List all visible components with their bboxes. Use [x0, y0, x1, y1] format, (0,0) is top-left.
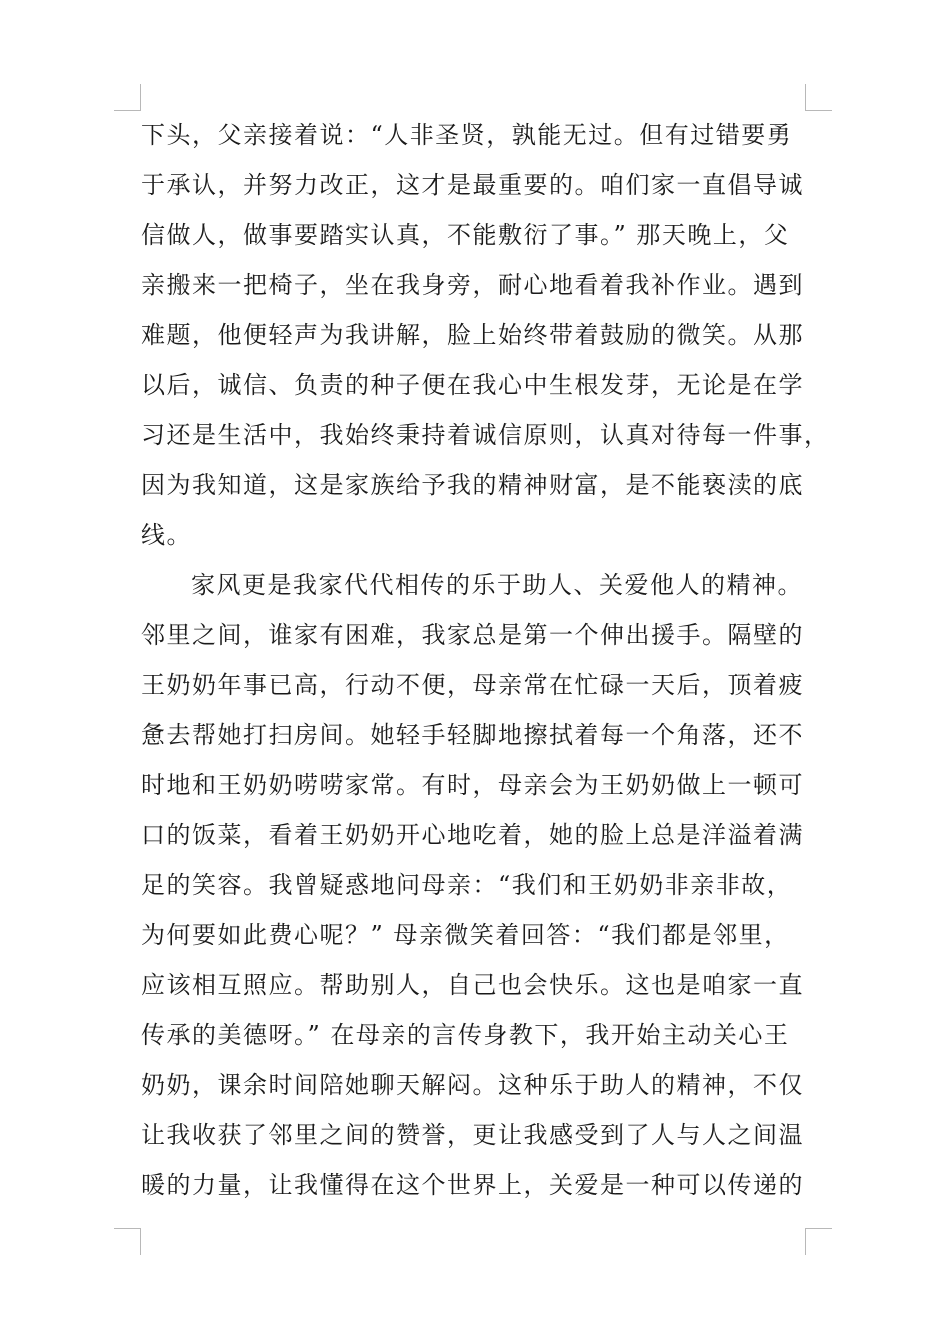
text-line: 下头，父亲接着说：“人非圣贤，孰能无过。但有过错要勇 [141, 121, 793, 149]
text-line: 难题，他便轻声为我讲解，脸上始终带着鼓励的微笑。从那 [141, 321, 804, 349]
text-line: 以后，诚信、负责的种子便在我心中生根发芽，无论是在学 [141, 371, 804, 399]
text-line: 线。 [141, 521, 192, 549]
page-corner-mark-bottom-right [805, 1228, 832, 1255]
text-line: 信做人，做事要踏实认真，不能敷衍了事。” 那天晚上，父 [141, 221, 790, 249]
text-line: 让我收获了邻里之间的赞誉，更让我感受到了人与人之间温 [141, 1121, 804, 1149]
page-corner-mark-bottom-left [114, 1228, 141, 1255]
text-line: 暖的力量，让我懂得在这个世界上，关爱是一种可以传递的 [141, 1171, 804, 1199]
paragraph-first-line: 家风更是我家代代相传的乐于助人、关爱他人的精神。 [191, 571, 803, 599]
text-line: 于承认，并努力改正，这才是最重要的。咱们家一直倡导诚 [141, 171, 804, 199]
text-line: 王奶奶年事已高，行动不便，母亲常在忙碌一天后，顶着疲 [141, 671, 804, 699]
text-line: 应该相互照应。帮助别人，自己也会快乐。这也是咱家一直 [141, 971, 804, 999]
text-line: 时地和王奶奶唠唠家常。有时，母亲会为王奶奶做上一顿可 [141, 771, 804, 799]
text-line: 奶奶，课余时间陪她聊天解闷。这种乐于助人的精神，不仅 [141, 1071, 804, 1099]
document-body [141, 110, 830, 1210]
text-line: 习还是生活中，我始终秉持着诚信原则，认真对待每一件事， [141, 421, 830, 449]
page-corner-mark-top-left [114, 84, 141, 111]
page-corner-mark-top-right [805, 84, 832, 111]
text-line: 因为我知道，这是家族给予我的精神财富，是不能亵渎的底 [141, 471, 804, 499]
text-line: 为何要如此费心呢？” 母亲微笑着回答：“我们都是邻里， [141, 921, 790, 949]
text-line: 邻里之间，谁家有困难，我家总是第一个伸出援手。隔壁的 [141, 621, 804, 649]
text-line: 亲搬来一把椅子，坐在我身旁，耐心地看着我补作业。遇到 [141, 271, 804, 299]
text-line: 传承的美德呀。” 在母亲的言传身教下，我开始主动关心王 [141, 1021, 790, 1049]
text-line: 足的笑容。我曾疑惑地问母亲：“我们和王奶奶非亲非故， [141, 871, 793, 899]
text-line: 惫去帮她打扫房间。她轻手轻脚地擦拭着每一个角落，还不 [141, 721, 804, 749]
text-line: 口的饭菜，看着王奶奶开心地吃着，她的脸上总是洋溢着满 [141, 821, 804, 849]
